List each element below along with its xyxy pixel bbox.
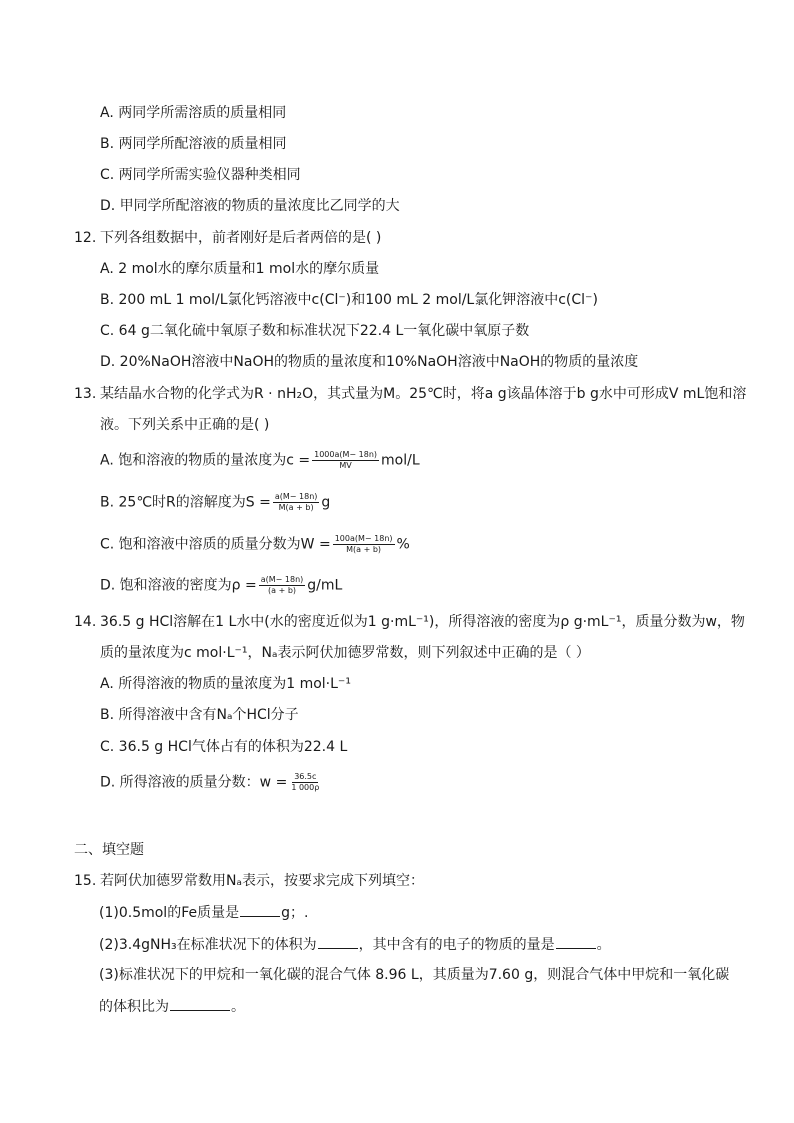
q15-part2-end: 。 <box>596 937 611 953</box>
q15-number: 15. <box>74 873 97 889</box>
q12-option-b: B. 200 mL 1 mol/L氯化钙溶液中c(Cl⁻)和100 mL 2 mol/L氯化钾溶液中c(Cl⁻) <box>100 292 598 308</box>
q15-part2 <box>99 934 611 955</box>
fraction-denominator: 1 000ρ <box>291 783 320 792</box>
q15-part1 <box>99 902 308 923</box>
q13-option-d-unit: g/mL <box>307 577 343 594</box>
q13-option-b-unit: g <box>321 494 331 511</box>
q13-number: 13. <box>74 386 97 402</box>
q13-option-b-fraction <box>273 492 320 513</box>
q12-option-d: D. 20%NaOH溶液中NaOH的物质的量浓度和10%NaOH溶液中NaOH的物质的量浓度 <box>100 354 639 370</box>
q13-option-a-unit: mol/L <box>381 452 420 469</box>
q11-option-c: C. 两同学所需实验仪器种类相同 <box>100 167 301 183</box>
q13-option-c-fraction <box>333 534 395 555</box>
q13-option-d <box>100 575 342 596</box>
answer-blank[interactable] <box>556 934 596 949</box>
answer-blank[interactable] <box>240 902 280 917</box>
q15-stem: 若阿伏加德罗常数用Nₐ表示，按要求完成下列填空： <box>100 873 424 889</box>
q13-option-d-text: D. 饱和溶液的密度为ρ = <box>100 577 257 594</box>
q15-part3-line2 <box>99 996 245 1017</box>
q13-option-c <box>100 534 410 555</box>
q14-option-d-text: D. 所得溶液的质量分数：w = <box>100 774 288 791</box>
q14-option-c: C. 36.5 g HCl气体占有的体积为22.4 L <box>100 739 348 755</box>
q12-stem: 下列各组数据中，前者刚好是后者两倍的是( ) <box>100 230 382 246</box>
q15-part1-unit: g；. <box>281 905 309 921</box>
q13-option-a-fraction <box>312 450 379 471</box>
fraction-numerator: 36.5c <box>294 772 317 781</box>
q14-stem-line2: 质的量浓度为c mol·L⁻¹，Nₐ表示阿伏加德罗常数，则下列叙述中正确的是（ ） <box>100 645 590 661</box>
q12-option-c: C. 64 g二氧化硫中氧原子数和标准状况下22.4 L一氧化碳中氧原子数 <box>100 323 530 339</box>
q12-number: 12. <box>74 230 97 246</box>
q13-option-c-unit: % <box>396 536 410 553</box>
q15-part3-end: 。 <box>231 999 245 1015</box>
q15-part2-text: (2)3.4gNH₃在标准状况下的体积为 <box>99 937 317 953</box>
q12-option-a: A. 2 mol水的摩尔质量和1 mol水的摩尔质量 <box>100 261 380 277</box>
q13-option-b-text: B. 25℃时R的溶解度为S = <box>100 494 271 511</box>
q13-option-a-text: A. 饱和溶液的物质的量浓度为c = <box>100 452 311 469</box>
answer-blank[interactable] <box>170 996 230 1011</box>
fraction-numerator: 1000a(M− 18n) <box>314 450 378 459</box>
q13-option-d-fraction <box>259 575 306 596</box>
q14-option-b: B. 所得溶液中含有Nₐ个HCl分子 <box>100 707 299 723</box>
q14-stem-line1: 36.5 g HCl溶解在1 L水中(水的密度近似为1 g·mL⁻¹)，所得溶液的密度为ρ g·mL⁻¹，质量分数为w，物 <box>100 614 745 630</box>
q15-part2-mid: ，其中含有的电子的物质的量是 <box>358 937 555 953</box>
q14-option-d <box>100 772 323 793</box>
q11-option-a: A. 两同学所需溶质的质量相同 <box>100 105 287 121</box>
section-heading: 二、填空题 <box>74 842 144 858</box>
q13-stem-line1: 某结晶水合物的化学式为R · nH₂O，其式量为M。25℃时，将a g该晶体溶于b g水中可形成V mL饱和溶 <box>100 386 747 402</box>
fraction-denominator: (a + b) <box>268 586 297 595</box>
q15-part3-text: 的体积比为 <box>99 999 169 1015</box>
q13-option-c-text: C. 饱和溶液中溶质的质量分数为W = <box>100 536 331 553</box>
q15-part1-text: (1)0.5mol的Fe质量是 <box>99 905 240 921</box>
q14-option-d-fraction <box>289 772 321 793</box>
fraction-numerator: 100a(M− 18n) <box>334 534 393 543</box>
fraction-denominator: M(a + b) <box>346 545 382 554</box>
q13-option-b <box>100 492 330 513</box>
q13-stem-line2: 液。下列关系中正确的是( ) <box>100 417 270 433</box>
q11-option-b: B. 两同学所配溶液的质量相同 <box>100 136 287 152</box>
fraction-numerator: a(M− 18n) <box>274 492 318 501</box>
q13-option-a <box>100 450 420 471</box>
fraction-numerator: a(M− 18n) <box>260 575 304 584</box>
q14-option-a: A. 所得溶液的物质的量浓度为1 mol·L⁻¹ <box>100 676 351 692</box>
fraction-denominator: MV <box>339 461 352 470</box>
fraction-denominator: M(a + b) <box>278 503 314 512</box>
q11-option-d: D. 甲同学所配溶液的物质的量浓度比乙同学的大 <box>100 198 400 214</box>
q15-part3-line1: (3)标准状况下的甲烷和一氧化碳的混合气体 8.96 L，其质量为7.60 g，则混合气体中甲烷和一氧化碳 <box>99 967 730 983</box>
answer-blank[interactable] <box>318 934 358 949</box>
q14-number: 14. <box>74 614 97 630</box>
